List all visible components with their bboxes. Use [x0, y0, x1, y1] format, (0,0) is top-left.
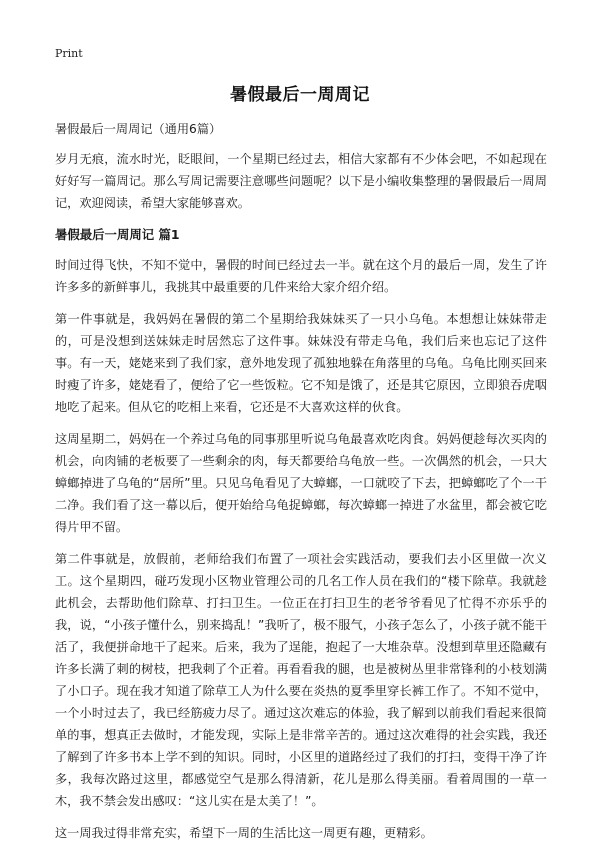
section-heading: 暑假最后一周周记 篇1 [55, 227, 180, 242]
print-link[interactable]: Print [55, 47, 83, 60]
page-title: 暑假最后一周周记 [230, 85, 370, 105]
body-paragraph-2: 第一件事就是，我妈妈在暑假的第二个星期给我妹妹买了一只小乌龟。本想想让妹妹带走的，可是没想到送妹妹走时居然忘了这件事。妹妹没有带走乌龟，我们后来也忘记了这件事。有一天，姥姥来到了我们家，意外地发现了孤独地躲在角落里的乌龟。乌龟比刚买回来时瘦了许多，姥姥看了，便给了它一些饭粒。它不知是饿了，还是其它原因，立即狼吞虎咽地吃了起来。但从它的吃相上来看，它还是不大喜欢这样的伙食。 [55, 312, 547, 414]
body-paragraph-4: 第二件事就是，放假前，老师给我们布置了一项社会实践活动，要我们去小区里做一次义工。这个星期四，碰巧发现小区物业管理公司的几名工作人员在我们的“楼下除草。我就趁此机会，去帮助他们除草、打扫卫生。一位正在打扫卫生的老爷爷看见了忙得不亦乐乎的我，说，“小孩子懂什么，别来捣乱！”我听了，极不服气，小孩子怎么了，小孩子就不能干活了，我便拼命地干了起来。后来，我为了逞能，抱起了一大堆杂草。没想到草里还隐藏有许多长满了刺的树枝，把我刺了个正着。再看看我的腿，也是被树丛里非常锋利的小枝划满了小口子。现在我才知道了除草工人为什么要在炎热的夏季里穿长裤工作了。不知不觉中，一个小时过去了，我已经筋疲力尽了。通过这次难忘的体验，我了解到以前我们看起来很简单的事，想真正去做时，才能发现，实际上是非常辛苦的。通过这次难得的社会实践，我还了解到了许多书本上学不到的知识。同时，小区里的道路经过了我们的打扫，变得干净了许多，我每次路过这里，都感觉空气是那么得清新，花儿是那么得美丽。看着周围的一草一木，我不禁会发出感叹：“这儿实在是太美了！”。 [55, 552, 547, 808]
article-body [55, 118, 547, 854]
body-paragraph-3: 这周星期二，妈妈在一个养过乌龟的同事那里听说乌龟最喜欢吃肉食。妈妈便趁每次买肉的机会，向肉铺的老板要了一些剩余的肉，每天都要给乌龟放一些。一次偶然的机会，一只大蟑螂掉进了乌龟的“居所”里。只见乌龟看见了大蟑螂，一口就咬了下去，把蟑螂吃了个一干二净。我们看了这一幕以后，便开始给乌龟捉蟑螂，每次蟑螂一掉进了水盆里，都会被它吃得片甲不留。 [55, 432, 547, 534]
intro-paragraph: 岁月无痕，流水时光，眨眼间，一个星期已经过去，相信大家都有不少体会吧，不如起现在好好写一篇周记。那么写周记需要注意哪些问题呢？以下是小编收集整理的暑假最后一周周记，欢迎阅读，希望大家能够喜欢。 [55, 152, 547, 210]
body-paragraph-1: 时间过得飞快，不知不觉中，暑假的时间已经过去一半。就在这个月的最后一周，发生了许许多多的新鲜事儿，我挑其中最重要的几件来给大家介绍介绍。 [55, 258, 547, 294]
article-subtitle: 暑假最后一周周记（通用6篇） [55, 122, 222, 136]
body-paragraph-5: 这一周我过得非常充实，希望下一周的生活比这一周更有趣，更精彩。 [55, 826, 433, 840]
